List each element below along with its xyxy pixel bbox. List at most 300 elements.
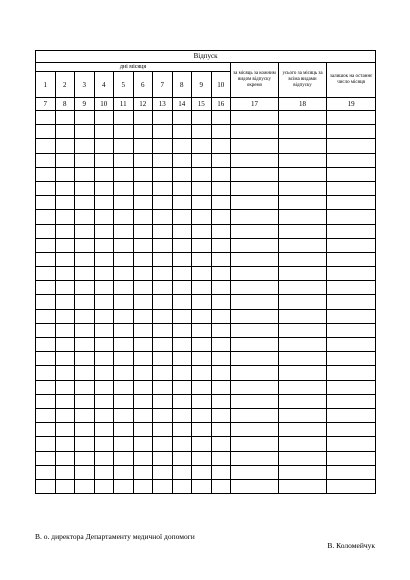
table-cell — [192, 465, 212, 479]
table-cell — [114, 125, 134, 139]
table-cell — [36, 153, 56, 167]
table-cell — [172, 167, 192, 181]
table-cell — [114, 181, 134, 195]
column-number-cell: 8 — [55, 98, 75, 111]
table-cell — [172, 408, 192, 422]
table-cell — [153, 210, 173, 224]
table-cell — [153, 437, 173, 451]
table-cell — [133, 111, 153, 125]
table-cell — [133, 295, 153, 309]
table-cell — [153, 238, 173, 252]
days-of-month-label: дні місяця — [36, 63, 231, 72]
table-cell — [231, 338, 279, 352]
table-cell — [133, 479, 153, 493]
table-cell — [133, 196, 153, 210]
table-cell — [55, 224, 75, 238]
table-cell — [114, 465, 134, 479]
table-cell — [327, 295, 376, 309]
table-cell — [94, 281, 114, 295]
table-cell — [279, 196, 327, 210]
table-cell — [55, 111, 75, 125]
table-cell — [327, 451, 376, 465]
table-cell — [36, 181, 56, 195]
table-cell — [114, 408, 134, 422]
table-cell — [55, 238, 75, 252]
table-cell — [327, 196, 376, 210]
table-cell — [279, 423, 327, 437]
table-cell — [192, 437, 212, 451]
table-cell — [75, 437, 95, 451]
table-cell — [172, 267, 192, 281]
table-cell — [231, 408, 279, 422]
table-cell — [231, 153, 279, 167]
table-cell — [172, 465, 192, 479]
table-cell — [114, 309, 134, 323]
table-cell — [192, 224, 212, 238]
table-cell — [279, 437, 327, 451]
table-cell — [279, 153, 327, 167]
table-cell — [94, 423, 114, 437]
table-cell — [211, 181, 231, 195]
table-cell — [327, 153, 376, 167]
header-month-balance: залишок на останнє число місяця — [327, 63, 376, 98]
table-cell — [231, 238, 279, 252]
table-cell — [153, 352, 173, 366]
table-cell — [94, 366, 114, 380]
table-cell — [211, 267, 231, 281]
table-cell — [172, 281, 192, 295]
table-cell — [211, 295, 231, 309]
table-cell — [153, 408, 173, 422]
table-cell — [94, 181, 114, 195]
table-cell — [75, 267, 95, 281]
table-cell — [192, 238, 212, 252]
table-cell — [36, 309, 56, 323]
table-cell — [172, 380, 192, 394]
signatory-name: В. Коломейчук — [327, 541, 375, 550]
table-cell — [172, 153, 192, 167]
table-cell — [114, 267, 134, 281]
table-cell — [192, 451, 212, 465]
table-cell — [211, 111, 231, 125]
table-cell — [94, 125, 114, 139]
table-cell — [231, 423, 279, 437]
table-cell — [172, 309, 192, 323]
table-cell — [55, 323, 75, 337]
day-number-cell: 4 — [94, 72, 114, 98]
table-cell — [172, 224, 192, 238]
table-cell — [279, 323, 327, 337]
table-cell — [211, 281, 231, 295]
table-cell — [36, 380, 56, 394]
table-cell — [75, 139, 95, 153]
holiday-table — [35, 50, 376, 494]
table-cell — [327, 210, 376, 224]
table-cell — [133, 125, 153, 139]
table-cell — [133, 338, 153, 352]
table-cell — [133, 153, 153, 167]
table-cell — [36, 167, 56, 181]
table-cell — [231, 437, 279, 451]
table-cell — [231, 210, 279, 224]
table-cell — [172, 139, 192, 153]
table-cell — [327, 323, 376, 337]
table-cell — [36, 252, 56, 266]
table-cell — [75, 210, 95, 224]
table-cell — [192, 394, 212, 408]
table-cell — [114, 394, 134, 408]
table-cell — [133, 408, 153, 422]
table-cell — [114, 366, 134, 380]
table-cell — [36, 451, 56, 465]
table-cell — [55, 281, 75, 295]
table-cell — [75, 423, 95, 437]
table-cell — [192, 380, 212, 394]
table-cell — [153, 380, 173, 394]
table-cell — [327, 366, 376, 380]
table-cell — [114, 323, 134, 337]
table-cell — [211, 380, 231, 394]
column-number-cell: 12 — [133, 98, 153, 111]
table-cell — [133, 323, 153, 337]
table-title: Відпуск — [36, 51, 376, 63]
table-cell — [153, 181, 173, 195]
table-cell — [133, 423, 153, 437]
table-cell — [94, 196, 114, 210]
table-cell — [327, 125, 376, 139]
table-cell — [94, 451, 114, 465]
column-number-cell: 18 — [279, 98, 327, 111]
table-cell — [55, 408, 75, 422]
table-cell — [75, 465, 95, 479]
table-cell — [94, 465, 114, 479]
table-cell — [327, 181, 376, 195]
table-cell — [172, 338, 192, 352]
table-cell — [327, 267, 376, 281]
table-cell — [153, 224, 173, 238]
day-number-cell: 7 — [153, 72, 173, 98]
table-cell — [55, 267, 75, 281]
table-cell — [94, 479, 114, 493]
table-cell — [75, 394, 95, 408]
column-number-cell: 19 — [327, 98, 376, 111]
column-number-cell: 10 — [94, 98, 114, 111]
table-cell — [75, 479, 95, 493]
day-number-cell: 6 — [133, 72, 153, 98]
table-cell — [75, 252, 95, 266]
day-number-cell: 1 — [36, 72, 56, 98]
table-cell — [231, 380, 279, 394]
table-cell — [192, 352, 212, 366]
table-cell — [231, 394, 279, 408]
table-cell — [55, 252, 75, 266]
table-cell — [94, 224, 114, 238]
table-cell — [75, 451, 95, 465]
table-row — [36, 167, 376, 181]
table-cell — [94, 167, 114, 181]
table-cell — [55, 380, 75, 394]
table-cell — [75, 366, 95, 380]
table-cell — [36, 224, 56, 238]
table-cell — [231, 366, 279, 380]
table-cell — [36, 338, 56, 352]
table-cell — [55, 309, 75, 323]
table-cell — [114, 423, 134, 437]
table-cell — [133, 281, 153, 295]
table-cell — [36, 139, 56, 153]
table-cell — [172, 111, 192, 125]
table-cell — [279, 394, 327, 408]
table-cell — [36, 323, 56, 337]
table-cell — [172, 479, 192, 493]
table-row — [36, 295, 376, 309]
table-cell — [211, 479, 231, 493]
table-cell — [55, 181, 75, 195]
table-cell — [133, 437, 153, 451]
table-cell — [94, 267, 114, 281]
table-cell — [172, 451, 192, 465]
table-cell — [172, 196, 192, 210]
table-row — [36, 465, 376, 479]
table-cell — [327, 238, 376, 252]
table-cell — [279, 125, 327, 139]
table-cell — [75, 338, 95, 352]
table-cell — [279, 224, 327, 238]
table-cell — [94, 408, 114, 422]
table-cell — [231, 323, 279, 337]
table-cell — [211, 338, 231, 352]
table-cell — [327, 380, 376, 394]
table-cell — [36, 366, 56, 380]
table-cell — [55, 423, 75, 437]
column-numbers-row — [36, 98, 376, 111]
table-cell — [279, 210, 327, 224]
table-cell — [153, 281, 173, 295]
table-row — [36, 238, 376, 252]
table-cell — [114, 167, 134, 181]
table-cell — [94, 210, 114, 224]
table-cell — [153, 366, 173, 380]
day-number-cell: 3 — [75, 72, 95, 98]
table-cell — [94, 352, 114, 366]
table-cell — [36, 465, 56, 479]
table-cell — [94, 295, 114, 309]
table-cell — [36, 281, 56, 295]
table-cell — [211, 366, 231, 380]
column-number-cell: 14 — [172, 98, 192, 111]
table-cell — [94, 252, 114, 266]
table-cell — [75, 167, 95, 181]
table-cell — [55, 167, 75, 181]
column-number-cell: 13 — [153, 98, 173, 111]
table-row — [36, 352, 376, 366]
table-cell — [153, 139, 173, 153]
table-cell — [75, 224, 95, 238]
table-cell — [211, 139, 231, 153]
table-cell — [75, 181, 95, 195]
table-cell — [192, 281, 212, 295]
table-cell — [172, 437, 192, 451]
table-cell — [133, 224, 153, 238]
table-cell — [36, 238, 56, 252]
table-cell — [36, 125, 56, 139]
table-row — [36, 479, 376, 493]
table-cell — [172, 323, 192, 337]
table-cell — [114, 380, 134, 394]
table-cell — [55, 295, 75, 309]
table-row — [36, 267, 376, 281]
table-cell — [114, 295, 134, 309]
day-number-cell: 9 — [192, 72, 212, 98]
table-cell — [192, 111, 212, 125]
table-cell — [211, 437, 231, 451]
table-cell — [75, 408, 95, 422]
table-cell — [94, 380, 114, 394]
table-cell — [327, 423, 376, 437]
table-cell — [153, 338, 173, 352]
table-row — [36, 210, 376, 224]
table-cell — [153, 125, 173, 139]
table-cell — [279, 352, 327, 366]
table-cell — [211, 125, 231, 139]
table-cell — [75, 352, 95, 366]
table-cell — [172, 238, 192, 252]
table-cell — [211, 408, 231, 422]
table-cell — [172, 181, 192, 195]
table-cell — [114, 437, 134, 451]
table-cell — [192, 309, 212, 323]
table-cell — [75, 125, 95, 139]
table-row — [36, 323, 376, 337]
table-row — [36, 139, 376, 153]
table-cell — [114, 238, 134, 252]
table-cell — [133, 167, 153, 181]
table-cell — [94, 238, 114, 252]
table-cell — [279, 380, 327, 394]
table-cell — [36, 267, 56, 281]
table-cell — [153, 295, 173, 309]
day-number-cell: 2 — [55, 72, 75, 98]
table-cell — [172, 125, 192, 139]
table-cell — [192, 323, 212, 337]
table-cell — [94, 437, 114, 451]
table-cell — [231, 196, 279, 210]
table-cell — [153, 267, 173, 281]
table-cell — [55, 153, 75, 167]
table-cell — [279, 338, 327, 352]
table-cell — [153, 153, 173, 167]
table-cell — [192, 167, 212, 181]
table-cell — [133, 380, 153, 394]
table-cell — [327, 437, 376, 451]
day-number-cell: 8 — [172, 72, 192, 98]
table-cell — [36, 394, 56, 408]
table-cell — [192, 125, 212, 139]
table-row — [36, 423, 376, 437]
table-cell — [133, 267, 153, 281]
day-number-cell: 5 — [114, 72, 134, 98]
table-cell — [36, 423, 56, 437]
table-cell — [192, 366, 212, 380]
table-cell — [279, 451, 327, 465]
table-cell — [327, 252, 376, 266]
table-cell — [133, 309, 153, 323]
table-cell — [327, 338, 376, 352]
table-cell — [55, 352, 75, 366]
table-cell — [327, 139, 376, 153]
table-cell — [192, 153, 212, 167]
table-cell — [192, 267, 212, 281]
table-cell — [114, 338, 134, 352]
table-row — [36, 366, 376, 380]
table-cell — [75, 323, 95, 337]
table-cell — [279, 366, 327, 380]
table-cell — [231, 309, 279, 323]
table-cell — [133, 238, 153, 252]
table-cell — [75, 238, 95, 252]
table-cell — [94, 394, 114, 408]
table-cell — [55, 394, 75, 408]
table-cell — [114, 281, 134, 295]
table-cell — [153, 465, 173, 479]
table-cell — [55, 437, 75, 451]
table-cell — [114, 352, 134, 366]
table-cell — [211, 323, 231, 337]
table-cell — [211, 451, 231, 465]
table-cell — [211, 210, 231, 224]
table-cell — [231, 295, 279, 309]
table-cell — [192, 295, 212, 309]
table-cell — [133, 210, 153, 224]
table-cell — [327, 167, 376, 181]
table-cell — [231, 352, 279, 366]
table-cell — [114, 153, 134, 167]
table-cell — [327, 465, 376, 479]
table-cell — [55, 196, 75, 210]
table-cell — [114, 224, 134, 238]
table-cell — [172, 394, 192, 408]
table-cell — [192, 210, 212, 224]
column-number-cell: 15 — [192, 98, 212, 111]
table-cell — [231, 252, 279, 266]
table-cell — [36, 408, 56, 422]
table-cell — [172, 366, 192, 380]
table-cell — [279, 479, 327, 493]
table-cell — [211, 153, 231, 167]
column-number-cell: 9 — [75, 98, 95, 111]
table-cell — [114, 479, 134, 493]
table-cell — [133, 139, 153, 153]
table-cell — [75, 295, 95, 309]
table-cell — [55, 125, 75, 139]
column-number-cell: 11 — [114, 98, 134, 111]
table-cell — [55, 338, 75, 352]
table-row — [36, 408, 376, 422]
table-cell — [36, 210, 56, 224]
table-cell — [36, 196, 56, 210]
table-cell — [279, 111, 327, 125]
table-cell — [211, 352, 231, 366]
table-row — [36, 111, 376, 125]
table-cell — [55, 210, 75, 224]
table-cell — [279, 167, 327, 181]
table-cell — [279, 281, 327, 295]
table-cell — [279, 267, 327, 281]
table-cell — [279, 295, 327, 309]
table-cell — [36, 111, 56, 125]
table-cell — [192, 338, 212, 352]
table-cell — [75, 111, 95, 125]
